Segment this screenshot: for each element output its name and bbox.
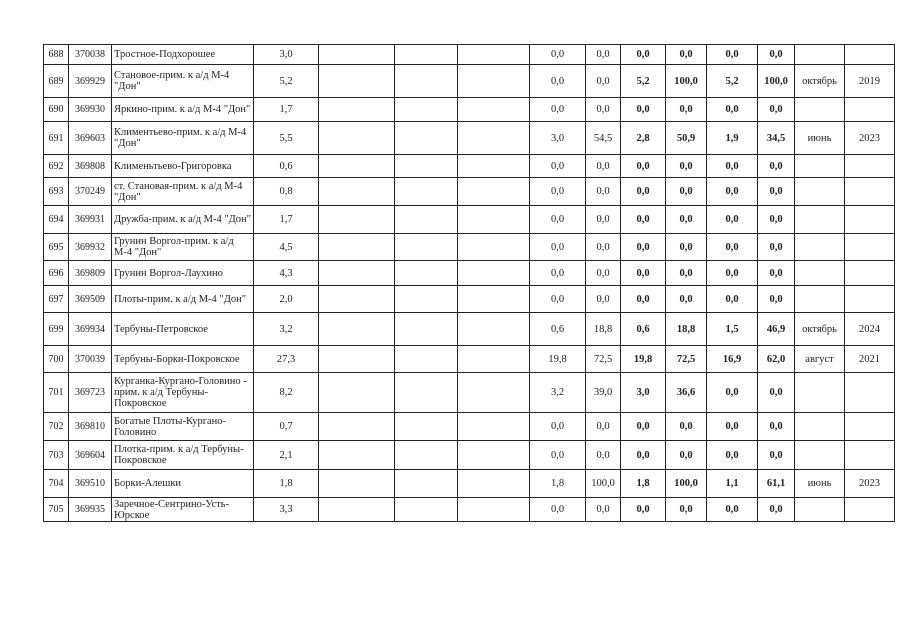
road-name: Тербуны-Петровское [112,313,254,346]
empty-cell [458,261,530,286]
empty-cell [319,65,395,98]
month: август [795,346,845,373]
road-length: 0,7 [254,413,319,441]
value-f: 0,0 [758,373,795,413]
road-length: 3,3 [254,498,319,522]
empty-cell [319,470,395,498]
road-code: 370038 [69,45,112,65]
value-b: 100,0 [586,470,621,498]
empty-cell [458,413,530,441]
value-a: 0,0 [530,286,586,313]
month [795,498,845,522]
value-a: 0,0 [530,413,586,441]
road-code: 370039 [69,346,112,373]
value-c: 2,8 [621,122,666,155]
table-row [44,498,895,522]
empty-cell [458,65,530,98]
empty-cell [458,155,530,178]
value-e: 0,0 [707,373,758,413]
value-d: 100,0 [666,470,707,498]
value-c: 0,0 [621,413,666,441]
value-c: 5,2 [621,65,666,98]
empty-cell [395,498,458,522]
month [795,206,845,234]
value-e: 0,0 [707,178,758,206]
value-f: 0,0 [758,441,795,470]
value-e: 0,0 [707,441,758,470]
table-row [44,65,895,98]
value-d: 0,0 [666,441,707,470]
value-f: 100,0 [758,65,795,98]
empty-cell [395,261,458,286]
value-e: 0,0 [707,234,758,261]
value-e: 0,0 [707,206,758,234]
road-code: 369603 [69,122,112,155]
value-a: 1,8 [530,470,586,498]
row-number: 696 [44,261,69,286]
row-number: 688 [44,45,69,65]
value-d: 0,0 [666,234,707,261]
table-row [44,234,895,261]
month: октябрь [795,65,845,98]
road-length: 0,6 [254,155,319,178]
value-f: 0,0 [758,206,795,234]
empty-cell [458,373,530,413]
road-length: 2,1 [254,441,319,470]
row-number: 701 [44,373,69,413]
value-b: 72,5 [586,346,621,373]
empty-cell [319,286,395,313]
month [795,441,845,470]
empty-cell [395,286,458,313]
year [845,206,895,234]
empty-cell [319,122,395,155]
road-name: Тербуны-Борки-Покровское [112,346,254,373]
roads-table [43,44,895,522]
value-b: 0,0 [586,234,621,261]
value-f: 62,0 [758,346,795,373]
table-body [44,45,895,522]
value-c: 0,0 [621,261,666,286]
year [845,45,895,65]
value-d: 100,0 [666,65,707,98]
year: 2023 [845,122,895,155]
value-b: 0,0 [586,98,621,122]
value-f: 61,1 [758,470,795,498]
table-row [44,413,895,441]
table-row [44,470,895,498]
table-row [44,346,895,373]
year: 2021 [845,346,895,373]
year [845,373,895,413]
value-f: 0,0 [758,98,795,122]
value-e: 0,0 [707,155,758,178]
value-f: 34,5 [758,122,795,155]
road-name: Становое-прим. к а/д М-4 "Дон" [112,65,254,98]
empty-cell [395,470,458,498]
road-name: Заречное-Сентрино-Усть-Юрское [112,498,254,522]
road-length: 1,8 [254,470,319,498]
year: 2019 [845,65,895,98]
year [845,261,895,286]
value-d: 0,0 [666,155,707,178]
road-name: Плотка-прим. к а/д Тербуны-Покровское [112,441,254,470]
value-f: 0,0 [758,155,795,178]
value-e: 1,1 [707,470,758,498]
empty-cell [319,313,395,346]
value-b: 0,0 [586,286,621,313]
value-b: 39,0 [586,373,621,413]
value-b: 0,0 [586,413,621,441]
road-length: 5,5 [254,122,319,155]
empty-cell [458,98,530,122]
empty-cell [395,373,458,413]
empty-cell [458,122,530,155]
road-name: Клименьтьево-Григоровка [112,155,254,178]
row-number: 689 [44,65,69,98]
table-row [44,261,895,286]
value-d: 0,0 [666,98,707,122]
month [795,98,845,122]
value-e: 0,0 [707,261,758,286]
table-row [44,206,895,234]
empty-cell [458,346,530,373]
value-d: 18,8 [666,313,707,346]
empty-cell [319,155,395,178]
value-b: 0,0 [586,206,621,234]
empty-cell [319,413,395,441]
empty-cell [458,313,530,346]
empty-cell [319,441,395,470]
row-number: 705 [44,498,69,522]
value-c: 0,0 [621,498,666,522]
value-c: 0,0 [621,45,666,65]
year [845,413,895,441]
road-code: 369931 [69,206,112,234]
value-a: 0,0 [530,498,586,522]
empty-cell [395,313,458,346]
value-b: 0,0 [586,261,621,286]
road-code: 369929 [69,65,112,98]
empty-cell [395,441,458,470]
value-f: 0,0 [758,413,795,441]
road-length: 3,2 [254,313,319,346]
empty-cell [395,346,458,373]
value-f: 0,0 [758,261,795,286]
value-d: 36,6 [666,373,707,413]
road-code: 369510 [69,470,112,498]
road-length: 3,0 [254,45,319,65]
empty-cell [319,45,395,65]
month [795,178,845,206]
value-f: 0,0 [758,178,795,206]
empty-cell [319,234,395,261]
empty-cell [319,498,395,522]
value-f: 46,9 [758,313,795,346]
row-number: 695 [44,234,69,261]
value-e: 5,2 [707,65,758,98]
value-e: 0,0 [707,45,758,65]
value-c: 19,8 [621,346,666,373]
value-e: 16,9 [707,346,758,373]
table-row [44,122,895,155]
year: 2024 [845,313,895,346]
road-length: 2,0 [254,286,319,313]
empty-cell [395,413,458,441]
year [845,234,895,261]
value-a: 3,2 [530,373,586,413]
road-name: Тростное-Подхорошее [112,45,254,65]
road-length: 4,5 [254,234,319,261]
road-code: 369809 [69,261,112,286]
year [845,441,895,470]
value-a: 0,6 [530,313,586,346]
table-row [44,45,895,65]
road-name: Борки-Алешки [112,470,254,498]
year [845,498,895,522]
road-length: 1,7 [254,206,319,234]
road-code: 369808 [69,155,112,178]
value-e: 1,5 [707,313,758,346]
value-d: 72,5 [666,346,707,373]
empty-cell [458,498,530,522]
empty-cell [319,206,395,234]
value-c: 0,0 [621,178,666,206]
value-d: 0,0 [666,206,707,234]
value-c: 0,6 [621,313,666,346]
road-name: Грунин Воргол-прим. к а/д М-4 "Дон" [112,234,254,261]
month [795,155,845,178]
value-a: 0,0 [530,155,586,178]
value-a: 0,0 [530,45,586,65]
value-e: 0,0 [707,286,758,313]
empty-cell [395,234,458,261]
value-d: 0,0 [666,178,707,206]
road-length: 1,7 [254,98,319,122]
value-f: 0,0 [758,234,795,261]
value-b: 0,0 [586,155,621,178]
value-e: 0,0 [707,498,758,522]
month [795,373,845,413]
value-c: 0,0 [621,286,666,313]
road-name: Богатые Плоты-Кургано-Головино [112,413,254,441]
empty-cell [458,178,530,206]
year [845,178,895,206]
value-d: 0,0 [666,286,707,313]
value-a: 19,8 [530,346,586,373]
value-e: 0,0 [707,98,758,122]
value-a: 0,0 [530,65,586,98]
value-a: 0,0 [530,178,586,206]
value-c: 0,0 [621,441,666,470]
road-code: 369932 [69,234,112,261]
table-row [44,286,895,313]
value-a: 0,0 [530,234,586,261]
empty-cell [319,261,395,286]
table-row [44,98,895,122]
month: октябрь [795,313,845,346]
row-number: 690 [44,98,69,122]
empty-cell [458,45,530,65]
year [845,286,895,313]
value-c: 1,8 [621,470,666,498]
year: 2023 [845,470,895,498]
road-code: 370249 [69,178,112,206]
row-number: 692 [44,155,69,178]
empty-cell [458,441,530,470]
value-f: 0,0 [758,286,795,313]
value-b: 18,8 [586,313,621,346]
year [845,155,895,178]
value-c: 0,0 [621,234,666,261]
row-number: 699 [44,313,69,346]
month: июнь [795,122,845,155]
row-number: 704 [44,470,69,498]
month [795,261,845,286]
value-c: 0,0 [621,98,666,122]
road-code: 369935 [69,498,112,522]
value-c: 3,0 [621,373,666,413]
table-row [44,155,895,178]
road-length: 5,2 [254,65,319,98]
table-row [44,441,895,470]
value-a: 0,0 [530,441,586,470]
empty-cell [395,206,458,234]
row-number: 691 [44,122,69,155]
road-name: ст. Становая-прим. к а/д М-4 "Дон" [112,178,254,206]
empty-cell [319,178,395,206]
road-name: Дружба-прим. к а/д М-4 "Дон" [112,206,254,234]
road-code: 369934 [69,313,112,346]
year [845,98,895,122]
road-code: 369723 [69,373,112,413]
value-b: 0,0 [586,65,621,98]
empty-cell [395,65,458,98]
row-number: 700 [44,346,69,373]
value-b: 54,5 [586,122,621,155]
road-length: 0,8 [254,178,319,206]
road-name: Яркино-прим. к а/д М-4 "Дон" [112,98,254,122]
value-b: 0,0 [586,441,621,470]
value-b: 0,0 [586,178,621,206]
month [795,45,845,65]
road-code: 369930 [69,98,112,122]
value-a: 0,0 [530,98,586,122]
value-d: 0,0 [666,45,707,65]
empty-cell [395,178,458,206]
empty-cell [458,286,530,313]
empty-cell [395,155,458,178]
month [795,413,845,441]
value-c: 0,0 [621,206,666,234]
row-number: 693 [44,178,69,206]
value-d: 50,9 [666,122,707,155]
table-row [44,373,895,413]
empty-cell [458,470,530,498]
table-row [44,178,895,206]
value-b: 0,0 [586,498,621,522]
row-number: 703 [44,441,69,470]
value-a: 0,0 [530,206,586,234]
empty-cell [458,234,530,261]
empty-cell [395,98,458,122]
road-name: Климентьево-прим. к а/д М-4 "Дон" [112,122,254,155]
table-row [44,313,895,346]
road-length: 27,3 [254,346,319,373]
road-name: Грунин Воргол-Лаухино [112,261,254,286]
road-code: 369509 [69,286,112,313]
value-a: 3,0 [530,122,586,155]
empty-cell [319,373,395,413]
empty-cell [319,346,395,373]
row-number: 694 [44,206,69,234]
row-number: 702 [44,413,69,441]
road-name: Курганка-Кургано-Головино - прим. к а/д Тербуны-Покровское [112,373,254,413]
month [795,286,845,313]
empty-cell [395,122,458,155]
value-b: 0,0 [586,45,621,65]
value-f: 0,0 [758,45,795,65]
empty-cell [458,206,530,234]
road-length: 8,2 [254,373,319,413]
value-c: 0,0 [621,155,666,178]
road-name: Плоты-прим. к а/д М-4 "Дон" [112,286,254,313]
value-e: 0,0 [707,413,758,441]
row-number: 697 [44,286,69,313]
empty-cell [319,98,395,122]
value-d: 0,0 [666,261,707,286]
value-e: 1,9 [707,122,758,155]
value-d: 0,0 [666,413,707,441]
month [795,234,845,261]
road-length: 4,3 [254,261,319,286]
value-a: 0,0 [530,261,586,286]
value-f: 0,0 [758,498,795,522]
road-code: 369810 [69,413,112,441]
value-d: 0,0 [666,498,707,522]
empty-cell [395,45,458,65]
road-code: 369604 [69,441,112,470]
month: июнь [795,470,845,498]
